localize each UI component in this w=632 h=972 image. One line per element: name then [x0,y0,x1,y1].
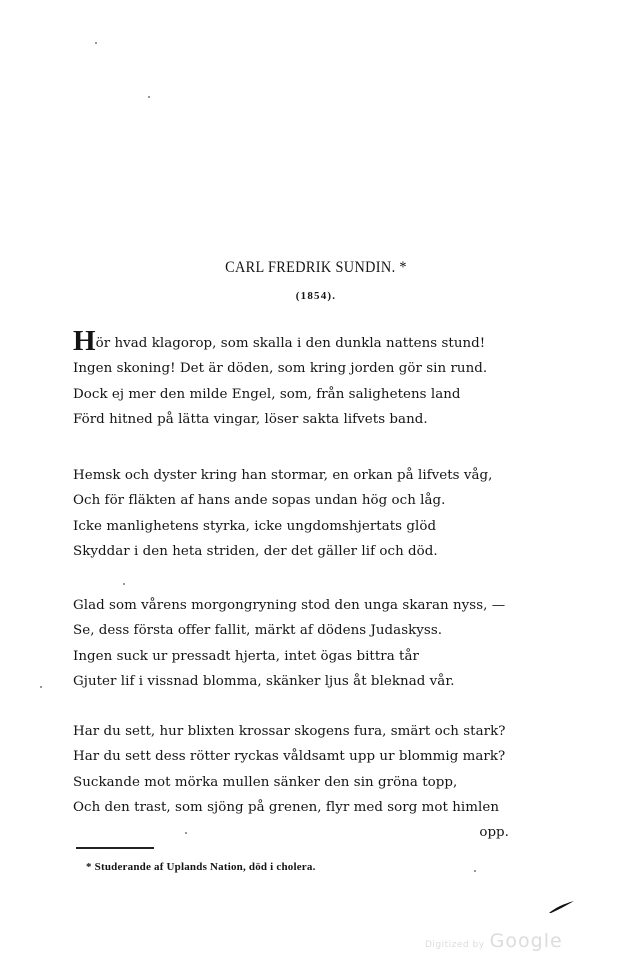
verse-line: Se, dess första offer fallit, märkt af dödens Judaskyss. [73,623,443,639]
verse-line [73,325,563,357]
verse-line: Och för fläkten af hans ande sopas undan hög och låg. [73,493,446,509]
stanza-1 [73,325,563,432]
page-speck [474,870,476,872]
verse-line: Suckande mot mörka mullen sänker den sin gröna topp, [73,774,458,790]
verse-line: Gjuter lif i vissnad blomma, skänker ljus åt bleknad vår. [73,673,455,689]
verse-line: Förd hitned på lätta vingar, löser sakta lifvets band. [73,411,428,427]
poem-title: CARL FREDRIK SUNDIN. * [225,259,407,276]
verse-line: Ingen skoning! Det är döden, som kring jorden gör sin rund. [73,361,488,377]
footnote-divider [76,847,154,849]
stanza-2 [73,463,563,564]
verse-line: Och den trast, som sjöng på grenen, flyr med sorg mot himlen [73,799,499,815]
page-speck [123,583,125,585]
google-logo: Google [489,930,563,952]
footnote: * Studerande af Uplands Nation, död i cholera. [86,861,316,873]
verse-line: Skyddar i den heta striden, der det gäller lif och död. [73,543,438,559]
verse-line: Glad som vårens morgongryning stod den unga skaran nyss, — [73,598,506,613]
stanza-3 [73,593,563,694]
page-speck [40,686,42,688]
ink-flourish-mark [547,900,575,914]
verse-line: Dock ej mer den milde Engel, som, från salighetens land [73,386,461,402]
drop-cap: H [73,325,96,357]
poem-year: (1854). [295,290,337,302]
digitization-watermark [425,930,563,952]
watermark-prefix: Digitized by [425,940,485,950]
page-speck [95,42,97,44]
verse-line-continuation: opp. [479,825,509,841]
verse-line: Har du sett dess rötter ryckas våldsamt upp ur blommig mark? [73,749,506,765]
verse-line: Ingen suck ur pressadt hjerta, intet ögas bittra tår [73,648,419,664]
verse-line: Icke manlighetens styrka, icke ungdomshjertats glöd [73,518,437,534]
verse-line-text: ör hvad klagorop, som skalla i den dunkla nattens stund! [95,336,486,351]
stanza-4 [73,719,563,845]
page-speck [148,96,150,98]
verse-line: Har du sett, hur blixten krossar skogens fura, smärt och stark? [73,724,506,739]
verse-line: Hemsk och dyster kring han stormar, en orkan på lifvets våg, [73,468,493,483]
